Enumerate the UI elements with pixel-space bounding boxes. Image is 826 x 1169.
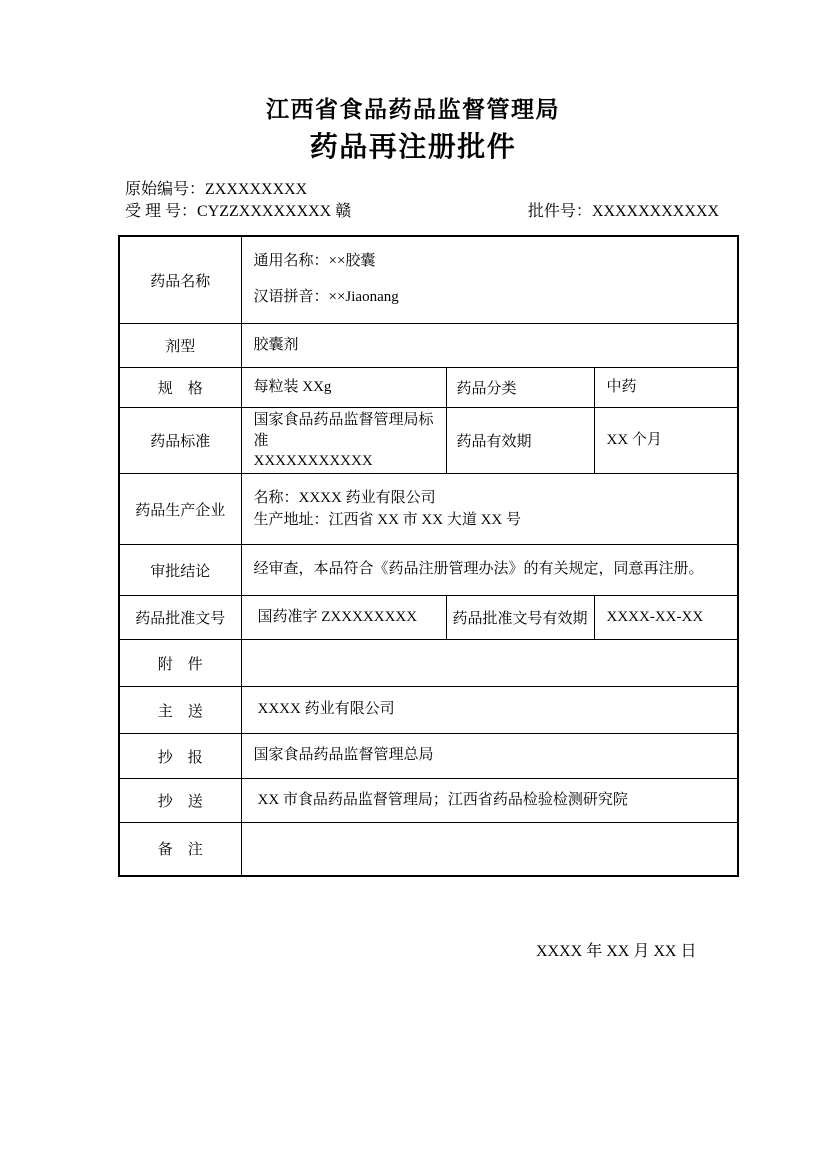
remarks-label-cell: 备 注	[119, 823, 241, 876]
specification-label-cell: 规 格	[119, 368, 241, 408]
attachment-label-cell: 附 件	[119, 640, 241, 687]
approval-table	[118, 235, 739, 877]
drug-category-label-cell: 药品分类	[446, 368, 594, 408]
validity-value-cell: XX 个月	[594, 408, 738, 474]
license-validity-value-cell: XXXX-XX-XX	[594, 596, 738, 640]
manufacturer-address-line: 生产地址：江西省 XX 市 XX 大道 XX 号	[253, 512, 521, 528]
drug-standard-label-cell: 药品标准	[119, 408, 241, 474]
table-row-approval-license-number	[119, 596, 738, 640]
drug-name-value-cell	[241, 236, 738, 324]
manufacturer-value-cell	[241, 474, 738, 545]
manufacturer-name-line: 名称：XXXX 药业有限公司	[253, 489, 436, 506]
dosage-form-value-cell: 胶囊剂	[241, 324, 738, 368]
table-row-manufacturer	[119, 474, 738, 545]
remarks-value-cell	[241, 823, 738, 876]
table-row-copy-send	[119, 779, 738, 823]
generic-name-line: 通用名称：××胶囊	[253, 253, 376, 270]
original-number-value: ZXXXXXXXX	[205, 180, 308, 198]
table-row-remarks	[119, 823, 738, 876]
drug-standard-line1: 国家食品药品监督管理局标准	[253, 412, 434, 449]
table-row-dosage-form	[119, 324, 738, 368]
manufacturer-label-cell: 药品生产企业	[119, 474, 241, 545]
table-row-drug-standard	[119, 408, 738, 474]
copy-send-label-cell: 抄 送	[119, 779, 241, 823]
drug-name-label-cell: 药品名称	[119, 236, 241, 324]
approval-conclusion-label-cell: 审批结论	[119, 545, 241, 596]
validity-label-cell: 药品有效期	[446, 408, 594, 474]
approval-license-value-cell: 国药准字 ZXXXXXXXX	[241, 596, 446, 640]
dosage-form-label-cell: 剂型	[119, 324, 241, 368]
drug-standard-line2: XXXXXXXXXXX	[253, 452, 373, 469]
main-recipient-value-cell: XXXX 药业有限公司	[241, 687, 738, 734]
table-row-specification	[119, 368, 738, 408]
main-recipient-label-cell: 主 送	[119, 687, 241, 734]
table-row-approval-conclusion	[119, 545, 738, 596]
attachment-value-cell	[241, 640, 738, 687]
header-meta	[125, 179, 719, 223]
table-row-attachment	[119, 640, 738, 687]
acceptance-number-label: 受 理 号：	[125, 202, 198, 220]
document-title: 药品再注册批件	[309, 131, 517, 163]
pinyin-line: 汉语拼音：××Jiaonang	[253, 289, 399, 305]
drug-standard-value-cell	[241, 408, 446, 474]
drug-category-value-cell: 中药	[594, 368, 738, 408]
document-date: XXXX 年 XX 月 XX 日	[536, 942, 697, 960]
approval-conclusion-value-cell: 经审查，本品符合《药品注册管理办法》的有关规定，同意再注册。	[241, 545, 738, 596]
acceptance-number-value: CYZZXXXXXXXX 赣	[197, 202, 352, 220]
agency-title: 江西省食品药品监督管理局	[266, 97, 560, 122]
approval-number-value: XXXXXXXXXXX	[591, 202, 719, 220]
copy-report-label-cell: 抄 报	[119, 734, 241, 779]
table-row-drug-name	[119, 236, 738, 324]
license-validity-label-cell: 药品批准文号有效期	[446, 596, 594, 640]
acceptance-number	[125, 201, 351, 223]
copy-send-value-cell: XX 市食品药品监督管理局；江西省药品检验检测研究院	[241, 779, 738, 823]
table-row-main-recipient	[119, 687, 738, 734]
table-row-copy-report	[119, 734, 738, 779]
approval-license-label-cell: 药品批准文号	[119, 596, 241, 640]
approval-number-label: 批件号：	[527, 202, 592, 220]
specification-value-cell: 每粒装 XXg	[241, 368, 446, 408]
original-number-label: 原始编号：	[125, 180, 206, 198]
copy-report-value-cell: 国家食品药品监督管理总局	[241, 734, 738, 779]
approval-number	[528, 201, 719, 223]
original-number	[125, 179, 719, 201]
